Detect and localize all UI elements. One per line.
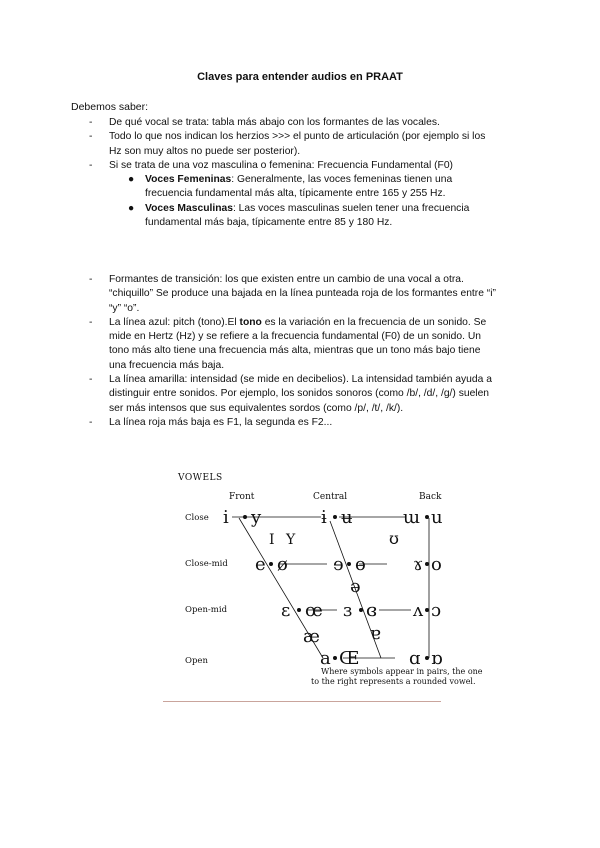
vowel-symbol: ɛ (281, 600, 291, 621)
vowel-chart-note: to the right represents a rounded vowel. (311, 677, 476, 686)
vowel-chart-heading: VOWELS (178, 473, 223, 483)
col-label-central: Central (313, 492, 348, 502)
pair-dot (425, 656, 429, 660)
vowel-symbol: ʉ (341, 507, 353, 528)
row-label-close: Close (185, 513, 209, 523)
page-title: Claves para entender audios en PRAAT (197, 71, 403, 83)
vowel-symbol: u (431, 507, 443, 528)
vowel-symbol: o (431, 554, 442, 575)
list-item: - La línea amarilla: intensidad (se mide en decibelios). La intensidad también ayuda a distinguir entre sonidos. Por ejemplo, los sonidos sonoros (como /b/, /d/, /g/) suelen ser más intensos que sus equivalentes sordos (como /p/, /t/, /k/). (89, 374, 492, 414)
sub-list-item: ● Voces Femeninas: Generalmente, las voces femeninas tienen una frecuencia fundamental más alta, típicamente entre 165 y 255 Hz. (128, 174, 453, 200)
col-label-front: Front (229, 492, 255, 502)
vowel-symbol: œ (305, 600, 323, 621)
sub-list-item: ● Voces Masculinas: Las voces masculinas suelen tener una frecuencia fundamental más baja, típicamente entre 85 y 180 Hz. (128, 202, 470, 229)
dash-marker: - (89, 274, 93, 285)
pair-dot (333, 515, 337, 519)
dash-marker: - (89, 374, 93, 386)
pair-dot (297, 608, 301, 612)
pair-dot (425, 562, 429, 566)
vowel-symbol: ɜ (343, 600, 353, 621)
vowel-symbol: ɨ (321, 507, 327, 528)
pair-dot (425, 515, 429, 519)
list-item: - Todo lo que nos indican los herzios >>> el punto de articulación (por ejemplo si los Hz son muy altos no puede ser posterior). (89, 131, 486, 157)
vowel-symbol: y (251, 507, 262, 528)
vowel-symbol: ɞ (366, 600, 378, 621)
dash-marker: - (89, 159, 93, 171)
pair-dot (269, 562, 273, 566)
pair-dot (333, 656, 337, 660)
pair-dot (347, 562, 351, 566)
list-item: - La línea azul: pitch (tono).El tono es la variación en la frecuencia de un sonido. Se mide en Hertz (Hz) y se refiere a la frecuencia fundamental (F0) de un sonido. Un tono más alto tiene una frecuencia más alta, mientras que un tono más bajo tiene una frecuencia más baja. (89, 316, 487, 371)
list-item: - Formantes de transición: los que existen entre un cambio de una vocal a otra. “chiquillo” Se produce una bajada en la línea punteada roja de los formantes entre “i” “y” “o”. (89, 274, 496, 314)
vowel-symbol: ʌ (413, 600, 424, 621)
list-part-2 (89, 273, 529, 430)
vowel-symbol: ə (350, 576, 361, 597)
row-label-close-mid: Close-mid (185, 559, 228, 569)
vowel-chart-note: Where symbols appear in pairs, the one (321, 667, 483, 676)
col-label-back: Back (419, 492, 442, 502)
bullet-icon: ● (128, 202, 135, 214)
vowel-symbol: ɐ (370, 623, 381, 644)
list-item: - Si se trata de una voz masculina o femenina: Frecuencia Fundamental (F0) (89, 159, 529, 173)
vowel-symbol: ɤ (413, 554, 424, 575)
pair-dot (243, 515, 247, 519)
vowel-trapezoid (232, 517, 429, 658)
vowel-symbol: ʊ (389, 529, 399, 548)
dash-marker: - (89, 316, 93, 328)
vowel-chart-figure (163, 458, 483, 690)
vowel-symbols (223, 507, 443, 669)
row-label-open: Open (185, 656, 208, 666)
vowel-symbol: æ (303, 626, 320, 647)
pair-dot (425, 608, 429, 612)
vowel-symbol: Œ (339, 648, 360, 669)
list-part-1 (89, 116, 529, 230)
vowel-symbol: e (255, 554, 266, 575)
vowel-symbol: i (223, 507, 229, 528)
figure-divider (163, 701, 441, 702)
vowel-symbol: ɒ (431, 648, 443, 669)
vowel-symbol: I (269, 532, 275, 548)
vowel-symbol: ɘ (333, 554, 344, 575)
row-label-open-mid: Open-mid (185, 605, 228, 615)
intro-text: Debemos saber: (71, 101, 149, 113)
list-item: - De qué vocal se trata: tabla más abajo con los formantes de las vocales. (89, 116, 529, 130)
vowel-symbol: ɔ (431, 600, 442, 621)
dash-marker: - (89, 117, 93, 128)
dash-marker: - (89, 131, 93, 143)
bullet-icon: ● (128, 174, 135, 186)
vowel-symbol: Y (286, 532, 296, 548)
dash-marker: - (89, 416, 93, 428)
vowel-symbol: ɯ (403, 507, 421, 528)
vowel-symbol: ɵ (355, 554, 366, 575)
list-item: - La línea roja más baja es F1, la segunda es F2... (89, 416, 529, 430)
vowel-symbol: ɑ (409, 648, 421, 669)
vowel-symbol: ø (277, 554, 288, 575)
pair-dot (359, 608, 363, 612)
vowel-symbol: a (320, 648, 331, 669)
